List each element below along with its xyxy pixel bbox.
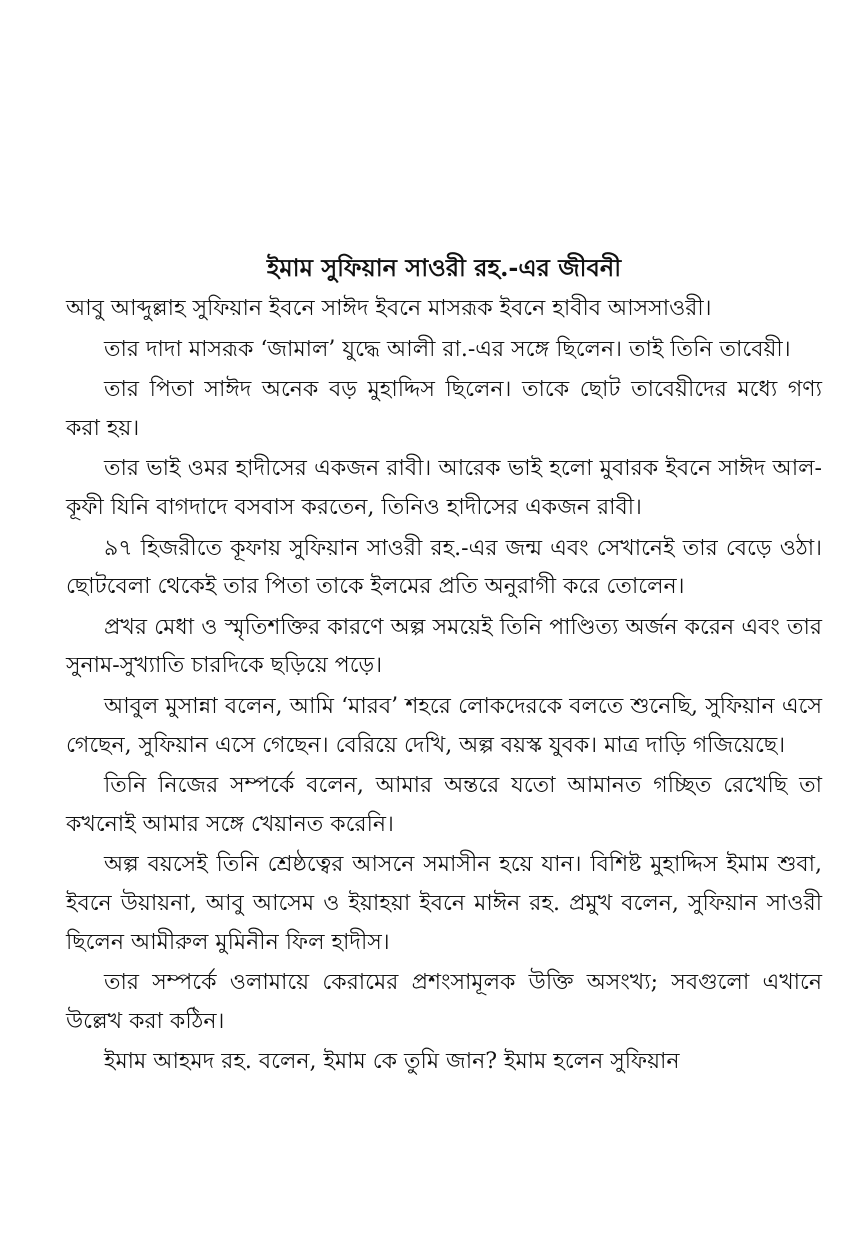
paragraph-self-statement: তিনি নিজের সম্পর্কে বলেন, আমার অন্তরে যতো আমানত গচ্ছিত রেখেছি তা কখনোই আমার সঙ্গে খেয়ানত করেনি।	[66, 773, 822, 837]
paragraph-birth: ৯৭ হিজরীতে কূফায় সুফিয়ান সাওরী রহ.-এর জন্ম এবং সেখানেই তার বেড়ে ওঠা। ছোটবেলা থেকেই তার পিতা তাকে ইলমের প্রতি অনুরাগী করে তোলেন।	[66, 535, 822, 600]
paragraph-name-lineage: আবু আব্দুল্লাহ সুফিয়ান ইবনে সাঈদ ইবনে মাসরূক ইবনে হাবীব আসসাওরী।	[66, 296, 712, 321]
paragraph-father: তার পিতা সাঈদ অনেক বড় মুহাদ্দিস ছিলেন। তাকে ছোট তাবেয়ীদের মধ্যে গণ্য করা হয়।	[66, 377, 822, 441]
paragraph-brothers: তার ভাই ওমর হাদীসের একজন রাবী। আরেক ভাই হলো মুবারক ইবনে সাঈদ আল-কূফী যিনি বাগদাদে বসবাস করতেন, তিনিও হাদীসের একজন রাবী।	[66, 456, 822, 520]
paragraph-praise: তার সম্পর্কে ওলামায়ে কেরামের প্রশংসামূলক উক্তি অসংখ্য; সবগুলো এখানে উল্লেখ করা কঠিন।	[66, 970, 822, 1034]
paragraph-imam-ahmad: ইমাম আহমদ রহ. বলেন, ইমাম কে তুমি জান? ইমাম হলেন সুফিয়ান	[104, 1049, 680, 1075]
paragraph-abul-musanna: আবুল মুসান্না বলেন, আমি ‘মারব’ শহরে লোকদেরকে বলতে শুনেছি, সুফিয়ান এসে গেছেন, সুফিয়ান এসে গেছেন। বেরিয়ে দেখি, অল্প বয়স্ক যুবক। মাত্র দাড়ি গজিয়েছে।	[66, 693, 822, 758]
paragraph-grandfather: তার দাদা মাসরূক ‘জামাল’ যুদ্ধে আলী রা.-এর সঙ্গে ছিলেন। তাই তিনি তাবেয়ী।	[104, 336, 791, 362]
document-title: ইমাম সুফিয়ান সাওরী রহ.-এর জীবনী	[266, 253, 622, 282]
paragraph-memory: প্রখর মেধা ও স্মৃতিশক্তির কারণে অল্প সময়েই তিনি পাণ্ডিত্য অর্জন করেন এবং তার সুনাম-সুখ্যাতি চারদিকে ছড়িয়ে পড়ে।	[66, 614, 822, 679]
paragraph-excellence: অল্প বয়সেই তিনি শ্রেষ্ঠত্বের আসনে সমাসীন হয়ে যান। বিশিষ্ট মুহাদ্দিস ইমাম শুবা, ইবনে উয়ায়না, আবু আসেম ও ইয়াহয়া ইবনে মাঈন রহ. প্রমুখ বলেন, সুফিয়ান সাওরী ছিলেন আমীরুল মুমিনীন ফিল হাদীস।	[66, 852, 822, 955]
